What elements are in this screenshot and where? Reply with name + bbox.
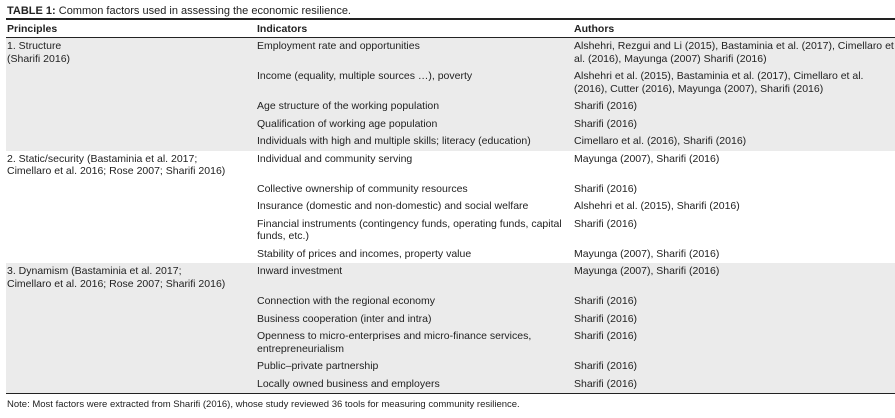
caption-label: TABLE 1: [7,5,56,17]
principle-cell [6,216,256,246]
table-row [6,98,895,116]
principle-cell [6,246,256,264]
authors-cell: Sharifi (2016) [573,98,895,116]
table-body [6,38,895,394]
authors-cell: Sharifi (2016) [573,376,895,394]
authors-cell: Sharifi (2016) [573,293,895,311]
principle-cell [6,68,256,98]
indicator-cell: Stability of prices and incomes, property value [257,247,472,260]
principle-cell [6,151,256,181]
caption-text: Common factors used in assessing the economic resilience. [55,5,351,17]
table-row [6,358,895,376]
authors-cell: Mayunga (2007), Sharifi (2016) [573,263,895,293]
table-row [6,328,895,358]
indicator-cell: Financial instruments (contingency funds, operating funds, capital funds, etc.) [257,217,562,242]
principle-cell [6,181,256,199]
indicator-cell: Openness to micro-enterprises and micro-finance services, entrepreneurialism [256,328,573,358]
table-row [6,246,895,264]
table-row [6,133,895,151]
authors-cell: Alshehri et al. (2015), Bastaminia et al. (2017), Cimellaro et al. (2016), Cutter (2016), Mayunga (2007), Sharifi (2016) [573,68,895,98]
principle-cell [6,133,256,151]
authors-cell: Sharifi (2016) [574,217,638,230]
authors-cell: Mayunga (2007), Sharifi (2016) [574,247,720,260]
table-note: Note: Most factors were extracted from Sharifi (2016), whose study reviewed 36 tools for measuring community resilience. [7,399,520,410]
principle-cell [6,116,256,134]
principle-cell [6,198,256,216]
indicator-cell: Collective ownership of community resources [257,182,468,195]
indicator-cell: Business cooperation (inter and intra) [256,311,573,329]
table-header-row [6,19,895,38]
principle-cell [6,311,256,329]
indicator-cell: Inward investment [256,263,573,293]
principle-cell [6,263,256,293]
table-row [6,38,895,69]
indicator-cell: Qualification of working age population [256,116,573,134]
table-row [6,181,895,199]
principle-cell [6,358,256,376]
indicator-cell: Individual and community serving [257,152,413,165]
principle-cell [6,293,256,311]
authors-cell: Mayunga (2007), Sharifi (2016) [574,152,720,165]
table-row [6,151,895,181]
authors-cell: Sharifi (2016) [573,328,895,358]
header-indicators: Indicators [256,19,573,38]
authors-cell: Sharifi (2016) [574,182,638,195]
table-row [6,198,895,216]
principle-line: 1. Structure [7,40,62,52]
indicator-cell: Insurance (domestic and non-domestic) and social welfare [257,200,529,212]
authors-cell: Alshehri et al. (2015), Sharifi (2016) [574,200,740,212]
indicator-cell: Connection with the regional economy [256,293,573,311]
principle-line: 2. Static/security (Bastaminia et al. 2017; [7,152,198,165]
indicator-cell: Employment rate and opportunities [256,38,573,69]
table-row [6,68,895,98]
resilience-factors-table [6,18,895,394]
principle-cell [6,328,256,358]
principle-line: Cimellaro et al. 2016; Rose 2007; Sharifi 2016) [7,165,226,177]
principle-line: 3. Dynamism (Bastaminia et al. 2017; [7,265,182,277]
table-row [6,116,895,134]
indicator-cell: Income (equality, multiple sources …), poverty [256,68,573,98]
table-row [6,263,895,293]
indicator-cell: Public–private partnership [256,358,573,376]
header-authors: Authors [573,19,895,38]
table-row [6,216,895,246]
table-row [6,311,895,329]
authors-cell: Sharifi (2016) [573,311,895,329]
principle-line: Cimellaro et al. 2016; Rose 2007; Sharifi 2016) [7,277,226,290]
principle-cell [6,376,256,394]
indicator-cell: Individuals with high and multiple skills; literacy (education) [256,133,573,151]
table-row [6,293,895,311]
principle-line: (Sharifi 2016) [7,52,71,65]
authors-cell: Sharifi (2016) [573,116,895,134]
header-principles: Principles [6,19,256,38]
table-row [6,376,895,394]
principle-cell [6,38,256,69]
indicator-cell: Age structure of the working population [256,98,573,116]
table-caption [7,5,351,17]
authors-cell: Alshehri, Rezgui and Li (2015), Bastaminia et al. (2017), Cimellaro et al. (2016), Mayunga (2007) Sharifi (2016) [573,38,895,69]
indicator-cell: Locally owned business and employers [256,376,573,394]
authors-cell: Cimellaro et al. (2016), Sharifi (2016) [573,133,895,151]
principle-cell [6,98,256,116]
authors-cell: Sharifi (2016) [573,358,895,376]
